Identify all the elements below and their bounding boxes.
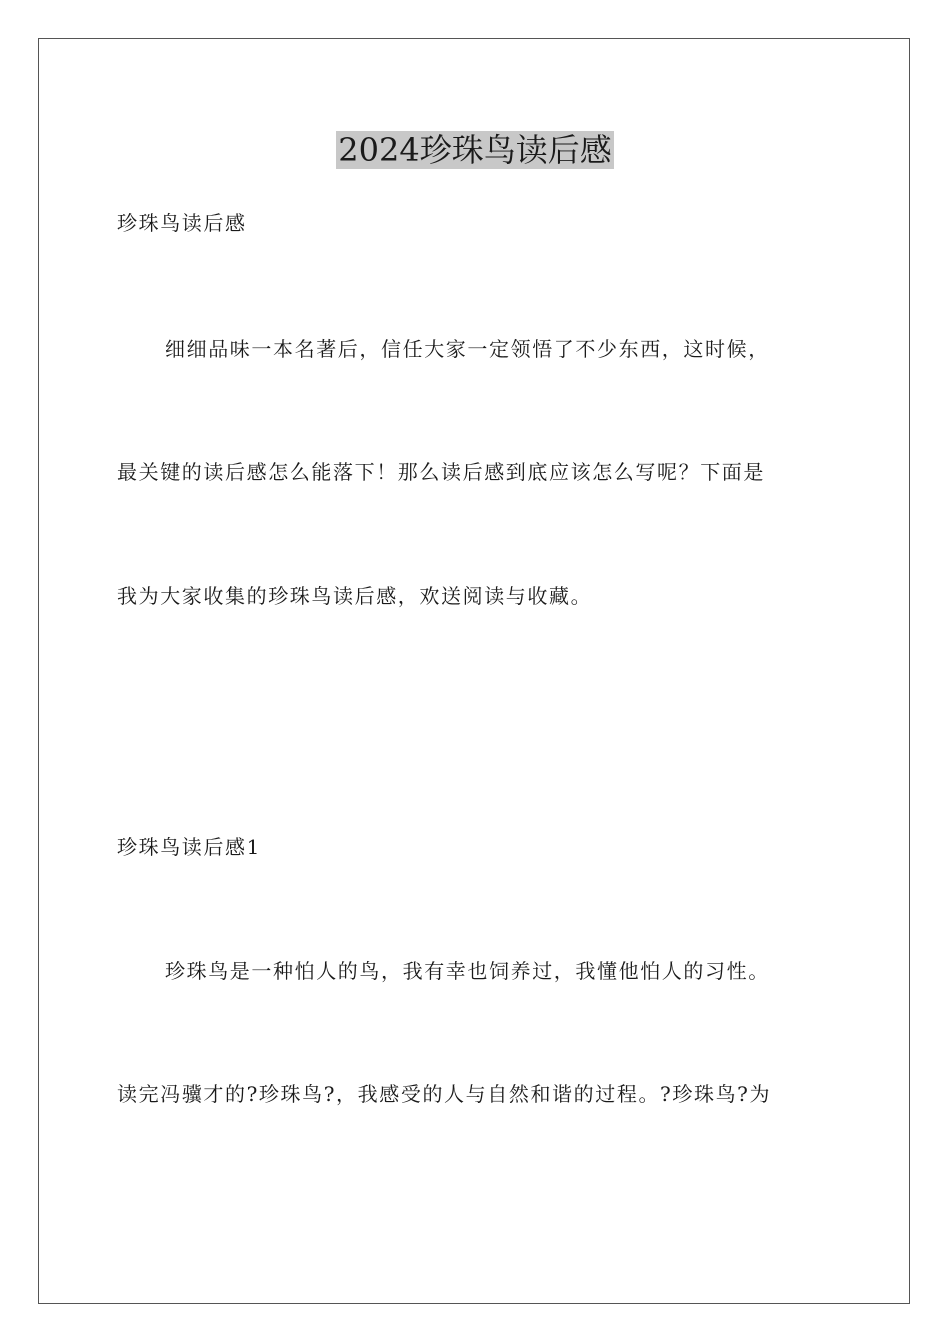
section-paragraph-line-1: 珍珠鸟是一种怕人的鸟，我有幸也饲养过，我懂他怕人的习性。	[165, 959, 770, 983]
intro-paragraph-line-2: 最关键的读后感怎么能落下！那么读后感到底应该怎么写呢？下面是	[117, 460, 765, 484]
intro-paragraph-line-1: 细细品味一本名著后，信任大家一定领悟了不少东西，这时候，	[165, 337, 770, 361]
document-subtitle: 珍珠鸟读后感	[117, 211, 247, 235]
intro-paragraph-line-3: 我为大家收集的珍珠鸟读后感，欢送阅读与收藏。	[117, 584, 593, 608]
section-paragraph-line-2: 读完冯骥才的?珍珠鸟?，我感受的人与自然和谐的过程。?珍珠鸟?为	[117, 1082, 772, 1106]
section-heading: 珍珠鸟读后感1	[117, 835, 261, 859]
document-title-text: 2024珍珠鸟读后感	[338, 131, 612, 169]
document-title	[0, 128, 950, 172]
